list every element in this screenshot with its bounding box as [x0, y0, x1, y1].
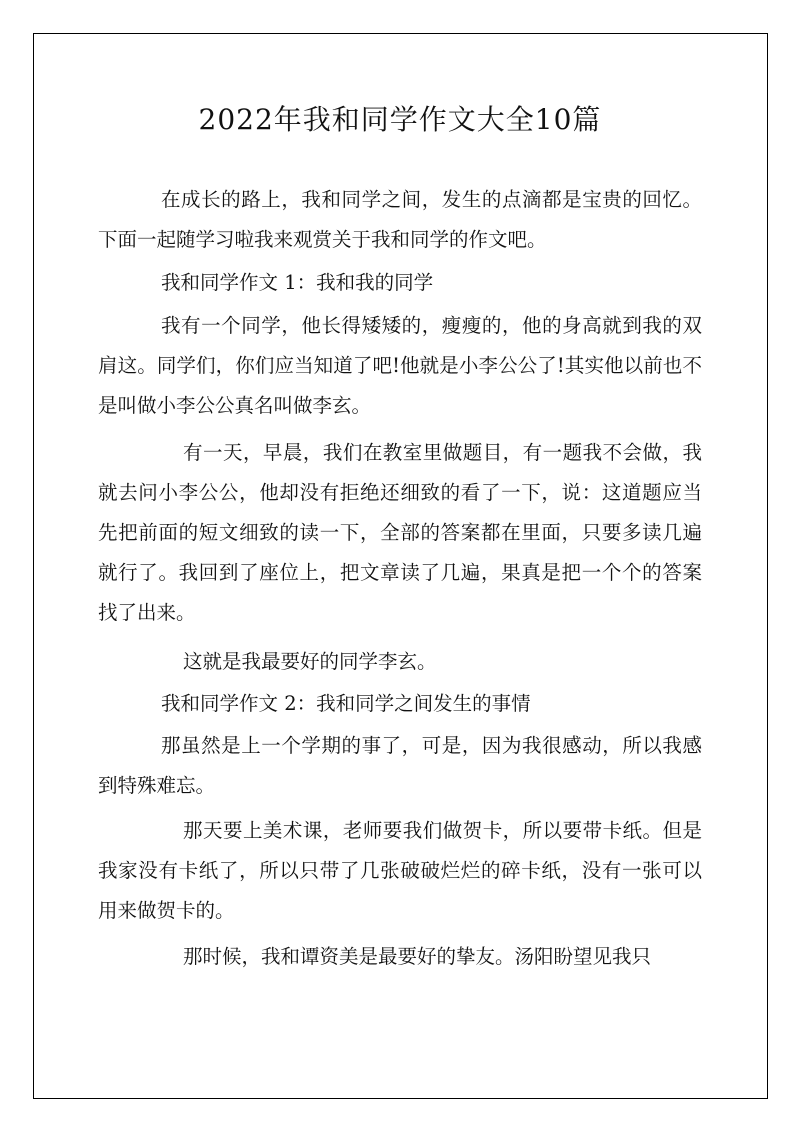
paragraph-2: 有一天，早晨，我们在教室里做题目，有一题我不会做，我就去问小李公公，他却没有拒绝还细致的看了一下，说：这道题应当先把前面的短文细致的读一下，全部的答案都在里面，只要多读几遍就行了。我回到了座位上，把文章读了几遍，果真是把一个个的答案找了出来。: [98, 441, 702, 624]
paragraph-1: 我有一个同学，他长得矮矮的，瘦瘦的，他的身高就到我的双肩这。同学们，你们应当知道了吧!他就是小李公公了!其实他以前也不是叫做小李公公真名叫做李玄。: [98, 314, 702, 417]
paragraph-3: 这就是我最要好的同学李玄。: [183, 650, 437, 673]
paragraph-intro: 在成长的路上，我和同学之间，发生的点滴都是宝贵的回忆。下面一起随学习啦我来观赏关于我和同学的作文吧。: [98, 188, 702, 251]
section-heading-2: 我和同学作文 2：我和同学之间发生的事情: [161, 692, 531, 715]
paragraph-5: 那天要上美术课，老师要我们做贺卡，所以要带卡纸。但是我家没有卡纸了，所以只带了几张破破烂烂的碎卡纸，没有一张可以用来做贺卡的。: [98, 819, 702, 922]
section-heading-1: 我和同学作文 1：我和我的同学: [161, 271, 434, 294]
paragraph-4: 那虽然是上一个学期的事了，可是，因为我很感动，所以我感到特殊难忘。: [98, 734, 702, 797]
document-title: 2022年我和同学作文大全10篇: [198, 103, 602, 136]
paragraph-6: 那时候，我和谭资美是最要好的挚友。汤阳盼望见我只: [183, 945, 652, 968]
